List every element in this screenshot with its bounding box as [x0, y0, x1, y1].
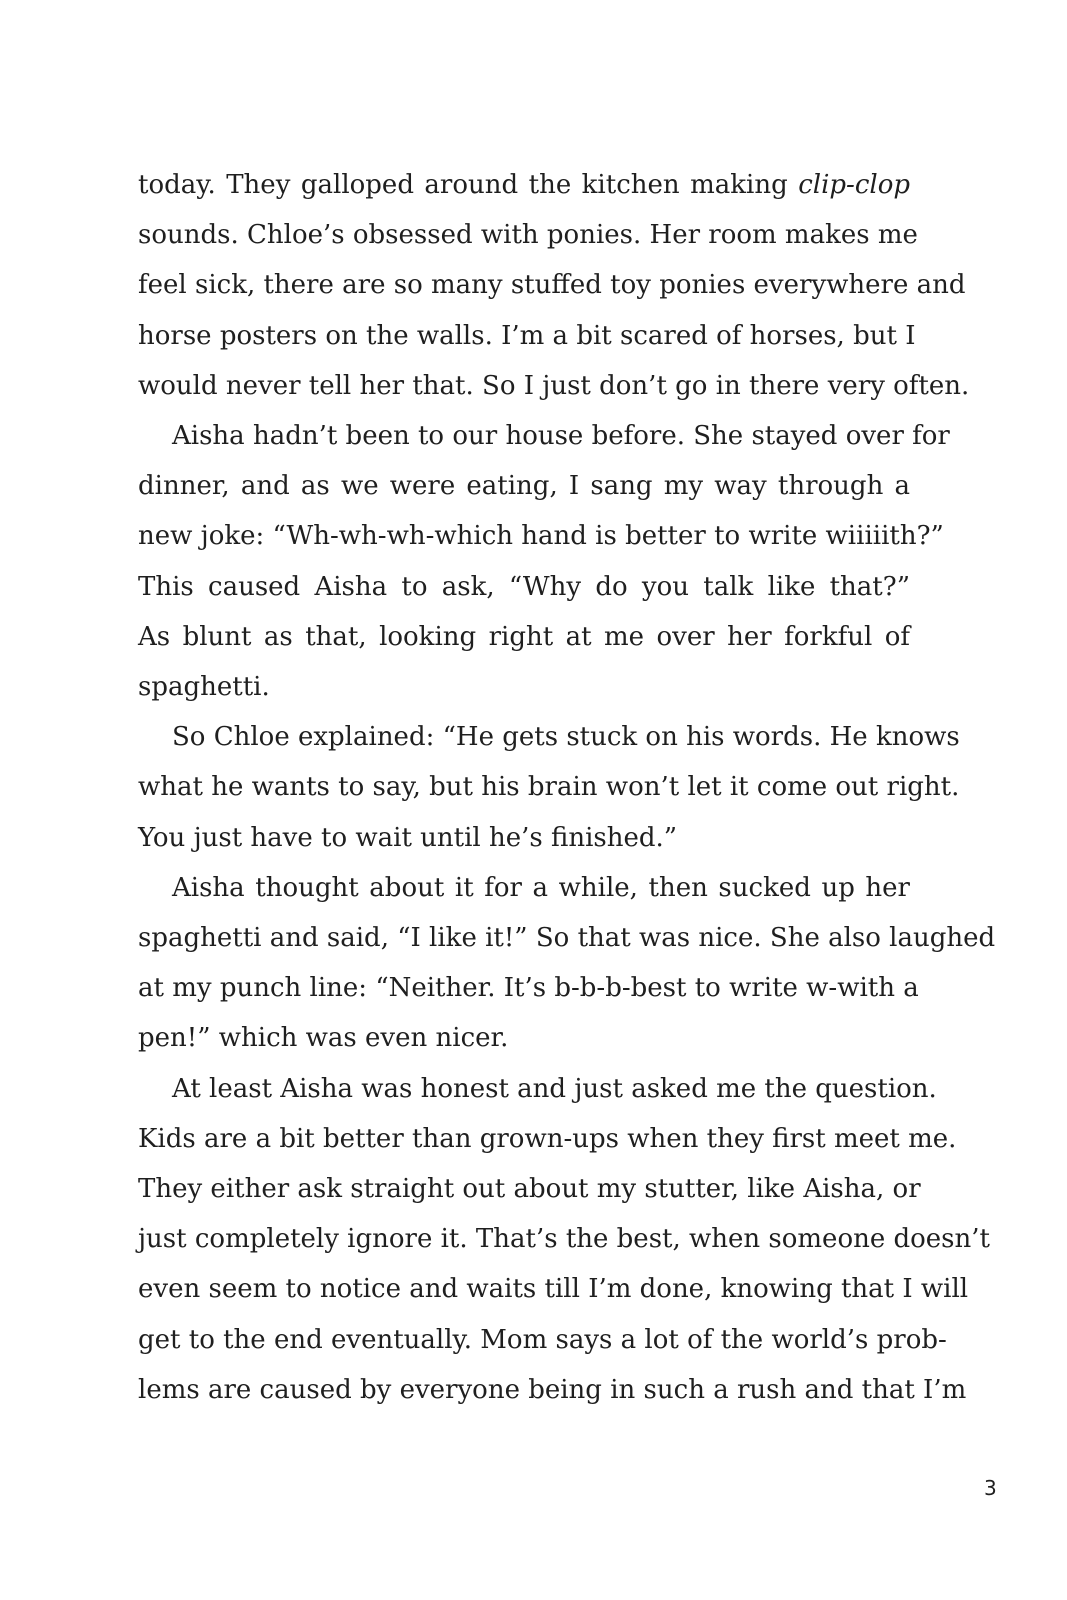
text-line: spaghetti and said, “I like it!” So that was nice. She also laughed [138, 923, 996, 954]
text-line: get to the end eventually. Mom says a lot of the world’s prob- [138, 1324, 947, 1355]
text-line: Kids are a bit better than grown-ups when they first meet me. [138, 1123, 957, 1154]
body-text [138, 160, 996, 1415]
text-line: This caused Aisha to ask, “Why do you talk like that?” [138, 571, 910, 602]
text-line: dinner, and as we were eating, I sang my way through a [138, 471, 910, 502]
text-line: They either ask straight out about my stutter, like Aisha, or [138, 1174, 921, 1205]
text-line: just completely ignore it. That’s the best, when someone doesn’t [138, 1224, 990, 1255]
text-line: pen!” which was even nicer. [138, 1023, 509, 1054]
text-line: at my punch line: “Neither. It’s b-b-b-best to write w-with a [138, 973, 919, 1004]
text-line: even seem to notice and waits till I’m done, knowing that I will [138, 1274, 969, 1305]
text-line: So Chloe explained: “He gets stuck on his words. He knows [172, 722, 960, 753]
text-line: Aisha thought about it for a while, then sucked up her [172, 872, 910, 903]
text-line: spaghetti. [138, 672, 270, 703]
text-line: new joke: “Wh-wh-wh-which hand is better to write wiiiiith?” [138, 521, 944, 552]
text-line: today. They galloped around the kitchen making clip-clop [138, 170, 910, 200]
text-line: As blunt as that, looking right at me over her forkful of [138, 621, 910, 652]
text-line: Aisha hadn’t been to our house before. She stayed over for [172, 421, 950, 452]
page-number: 3 [984, 1476, 997, 1500]
text-line: horse posters on the walls. I’m a bit scared of horses, but I [138, 320, 916, 351]
text-line: lems are caused by everyone being in such a rush and that I’m [138, 1374, 967, 1405]
text-line: You just have to wait until he’s finished.” [138, 822, 678, 853]
emphasis-text: clip-clop [798, 170, 910, 200]
text-line: what he wants to say, but his brain won’t let it come out right. [138, 772, 960, 803]
text-line: sounds. Chloe’s obsessed with ponies. Her room makes me [138, 220, 918, 251]
text-line: would never tell her that. So I just don’t go in there very often. [138, 370, 970, 401]
text-line: feel sick, there are so many stuffed toy ponies everywhere and [138, 270, 966, 301]
text-line: At least Aisha was honest and just asked me the question. [172, 1073, 937, 1104]
